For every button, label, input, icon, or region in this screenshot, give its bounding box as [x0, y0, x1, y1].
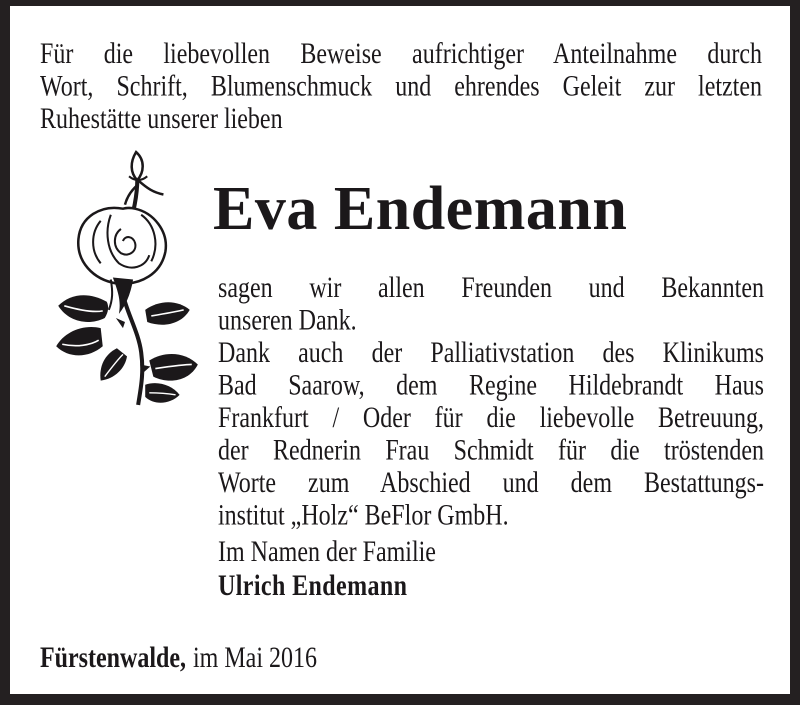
signature-name: Ulrich Endemann [218, 569, 408, 603]
body-line: Frankfurt / Oder für die liebevolle Betreuung, [218, 402, 764, 435]
rose-illustration [40, 150, 212, 408]
body-line: unseren Dank. [218, 304, 357, 337]
footer-date: im Mai 2016 [193, 642, 317, 675]
body-line: Dank auch der Palliativstation des Klinikums [218, 337, 764, 370]
intro-line: Wort, Schrift, Blumenschmuck und ehrendes Geleit zur letzten [40, 70, 762, 103]
intro-paragraph [40, 38, 762, 136]
body-line: Bad Saarow, dem Regine Hildebrandt Haus [218, 369, 764, 402]
footer-place: Fürstenwalde, [40, 642, 186, 675]
intro-line: Für die liebevollen Beweise aufrichtiger Anteilnahme durch [40, 38, 762, 71]
intro-line: Ruhestätte unserer lieben [40, 103, 283, 136]
deceased-name: Eva Endemann [213, 175, 628, 243]
closing-block [218, 536, 764, 604]
body-line: sagen wir allen Freunden und Bekannten [218, 272, 764, 305]
body-line: Worte zum Abschied und dem Bestattungs- [218, 467, 764, 500]
body-paragraph [218, 272, 764, 532]
closing-line: Im Namen der Familie [218, 536, 436, 569]
footer-line [40, 642, 317, 675]
rose-icon [40, 150, 212, 408]
body-line: institut „Holz“ BeFlor GmbH. [218, 499, 509, 532]
body-line: der Rednerin Frau Schmidt für die tröstenden [218, 434, 764, 467]
